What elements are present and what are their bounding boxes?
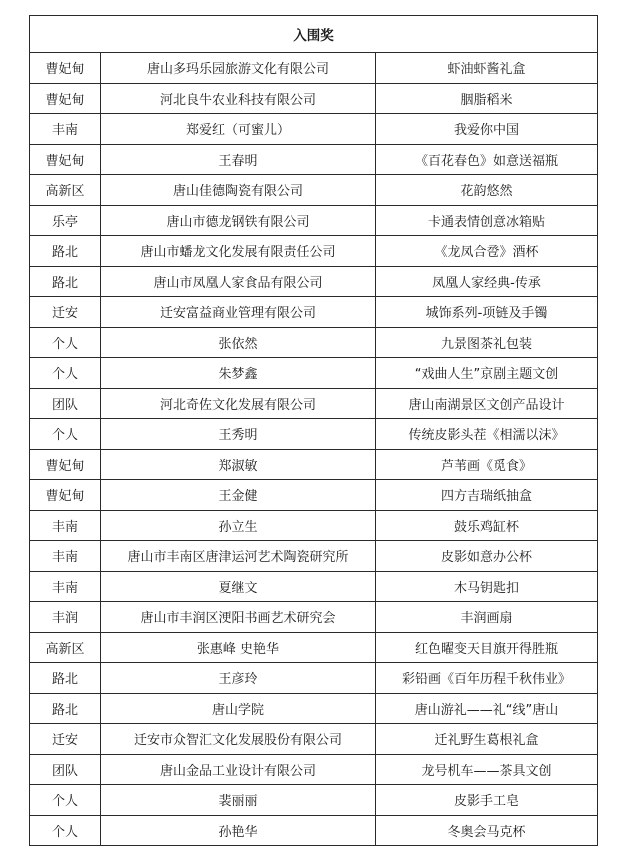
- table-row: [30, 266, 598, 297]
- region-cell: 个人: [30, 785, 101, 816]
- work-cell: 传统皮影头茬《相濡以沫》: [376, 419, 598, 450]
- entrant-cell: 河北奇佐文化发展有限公司: [101, 388, 376, 419]
- entrant-cell: 河北良牛农业科技有限公司: [101, 83, 376, 114]
- region-cell: 曹妃甸: [30, 53, 101, 84]
- work-cell: 鼓乐鸡缸杯: [376, 510, 598, 541]
- work-cell: 芦苇画《觅食》: [376, 449, 598, 480]
- entrant-cell: 迁安市众智汇文化发展股份有限公司: [101, 724, 376, 755]
- entrant-cell: 唐山市丰南区唐津运河艺术陶瓷研究所: [101, 541, 376, 572]
- work-cell: 红色曜变天目旗开得胜瓶: [376, 632, 598, 663]
- entrant-cell: 夏继文: [101, 571, 376, 602]
- entrant-cell: 唐山学院: [101, 693, 376, 724]
- region-cell: 丰南: [30, 571, 101, 602]
- work-cell: 四方吉瑞纸抽盒: [376, 480, 598, 511]
- work-cell: 木马钥匙扣: [376, 571, 598, 602]
- region-cell: 路北: [30, 266, 101, 297]
- region-cell: 路北: [30, 236, 101, 267]
- entrant-cell: 唐山多玛乐园旅游文化有限公司: [101, 53, 376, 84]
- region-cell: 迁安: [30, 297, 101, 328]
- table-row: [30, 53, 598, 84]
- region-cell: 路北: [30, 663, 101, 694]
- entrant-cell: 郑爱红（可蜜儿）: [101, 114, 376, 145]
- region-cell: 个人: [30, 358, 101, 389]
- table-row: [30, 297, 598, 328]
- entrant-cell: 唐山市丰润区浭阳书画艺术研究会: [101, 602, 376, 633]
- table-row: [30, 815, 598, 846]
- work-cell: 皮影手工皂: [376, 785, 598, 816]
- work-cell: “戏曲人生”京剧主题文创: [376, 358, 598, 389]
- table-row: [30, 327, 598, 358]
- work-cell: 唐山游礼——礼“线”唐山: [376, 693, 598, 724]
- work-cell: 花韵悠然: [376, 175, 598, 206]
- region-cell: 团队: [30, 388, 101, 419]
- table-row: [30, 602, 598, 633]
- entrant-cell: 唐山金品工业设计有限公司: [101, 754, 376, 785]
- entrant-cell: 唐山市凤凰人家食品有限公司: [101, 266, 376, 297]
- entrant-cell: 朱梦鑫: [101, 358, 376, 389]
- table-row: [30, 358, 598, 389]
- work-cell: 丰润画扇: [376, 602, 598, 633]
- work-cell: 我爱你中国: [376, 114, 598, 145]
- table-row: [30, 785, 598, 816]
- entrant-cell: 唐山市德龙钢铁有限公司: [101, 205, 376, 236]
- table-title-row: [30, 16, 598, 53]
- region-cell: 迁安: [30, 724, 101, 755]
- work-cell: 虾油虾酱礼盒: [376, 53, 598, 84]
- entrant-cell: 王彦玲: [101, 663, 376, 694]
- region-cell: 曹妃甸: [30, 480, 101, 511]
- work-cell: 《龙凤合卺》酒杯: [376, 236, 598, 267]
- entrant-cell: 唐山市蟠龙文化发展有限责任公司: [101, 236, 376, 267]
- entrant-cell: 唐山佳德陶瓷有限公司: [101, 175, 376, 206]
- table-row: [30, 388, 598, 419]
- table-row: [30, 449, 598, 480]
- table-row: [30, 510, 598, 541]
- region-cell: 个人: [30, 419, 101, 450]
- entrant-cell: 张依然: [101, 327, 376, 358]
- work-cell: 皮影如意办公杯: [376, 541, 598, 572]
- table-row: [30, 144, 598, 175]
- entrant-cell: 迁安富益商业管理有限公司: [101, 297, 376, 328]
- entrant-cell: 孙艳华: [101, 815, 376, 846]
- table-row: [30, 83, 598, 114]
- entrant-cell: 张惠峰 史艳华: [101, 632, 376, 663]
- region-cell: 个人: [30, 327, 101, 358]
- table-row: [30, 693, 598, 724]
- region-cell: 丰南: [30, 510, 101, 541]
- table-row: [30, 419, 598, 450]
- table-row: [30, 114, 598, 145]
- table-row: [30, 724, 598, 755]
- region-cell: 丰南: [30, 541, 101, 572]
- table-row: [30, 205, 598, 236]
- entrant-cell: 郑淑敏: [101, 449, 376, 480]
- table-row: [30, 571, 598, 602]
- work-cell: 唐山南湖景区文创产品设计: [376, 388, 598, 419]
- table-row: [30, 236, 598, 267]
- table-row: [30, 541, 598, 572]
- region-cell: 团队: [30, 754, 101, 785]
- table-row: [30, 663, 598, 694]
- entrant-cell: 王秀明: [101, 419, 376, 450]
- work-cell: 凤凰人家经典-传承: [376, 266, 598, 297]
- entrant-cell: 王金健: [101, 480, 376, 511]
- table-row: [30, 632, 598, 663]
- work-cell: 冬奥会马克杯: [376, 815, 598, 846]
- entrant-cell: 裴丽丽: [101, 785, 376, 816]
- work-cell: 九景图茶礼包装: [376, 327, 598, 358]
- region-cell: 曹妃甸: [30, 83, 101, 114]
- table-row: [30, 175, 598, 206]
- entrant-cell: 孙立生: [101, 510, 376, 541]
- region-cell: 高新区: [30, 632, 101, 663]
- region-cell: 曹妃甸: [30, 449, 101, 480]
- region-cell: 乐亭: [30, 205, 101, 236]
- work-cell: 城饰系列-项链及手镯: [376, 297, 598, 328]
- region-cell: 曹妃甸: [30, 144, 101, 175]
- work-cell: 龙号机车——茶具文创: [376, 754, 598, 785]
- work-cell: 卡通表情创意冰箱贴: [376, 205, 598, 236]
- table-row: [30, 480, 598, 511]
- region-cell: 丰润: [30, 602, 101, 633]
- work-cell: 胭脂稻米: [376, 83, 598, 114]
- table-row: [30, 754, 598, 785]
- region-cell: 路北: [30, 693, 101, 724]
- region-cell: 丰南: [30, 114, 101, 145]
- entrant-cell: 王春明: [101, 144, 376, 175]
- award-table: [29, 15, 598, 846]
- work-cell: 彩铅画《百年历程千秋伟业》: [376, 663, 598, 694]
- work-cell: 迁礼野生葛根礼盒: [376, 724, 598, 755]
- region-cell: 高新区: [30, 175, 101, 206]
- work-cell: 《百花春色》如意送福瓶: [376, 144, 598, 175]
- region-cell: 个人: [30, 815, 101, 846]
- table-title: 入围奖: [30, 16, 598, 53]
